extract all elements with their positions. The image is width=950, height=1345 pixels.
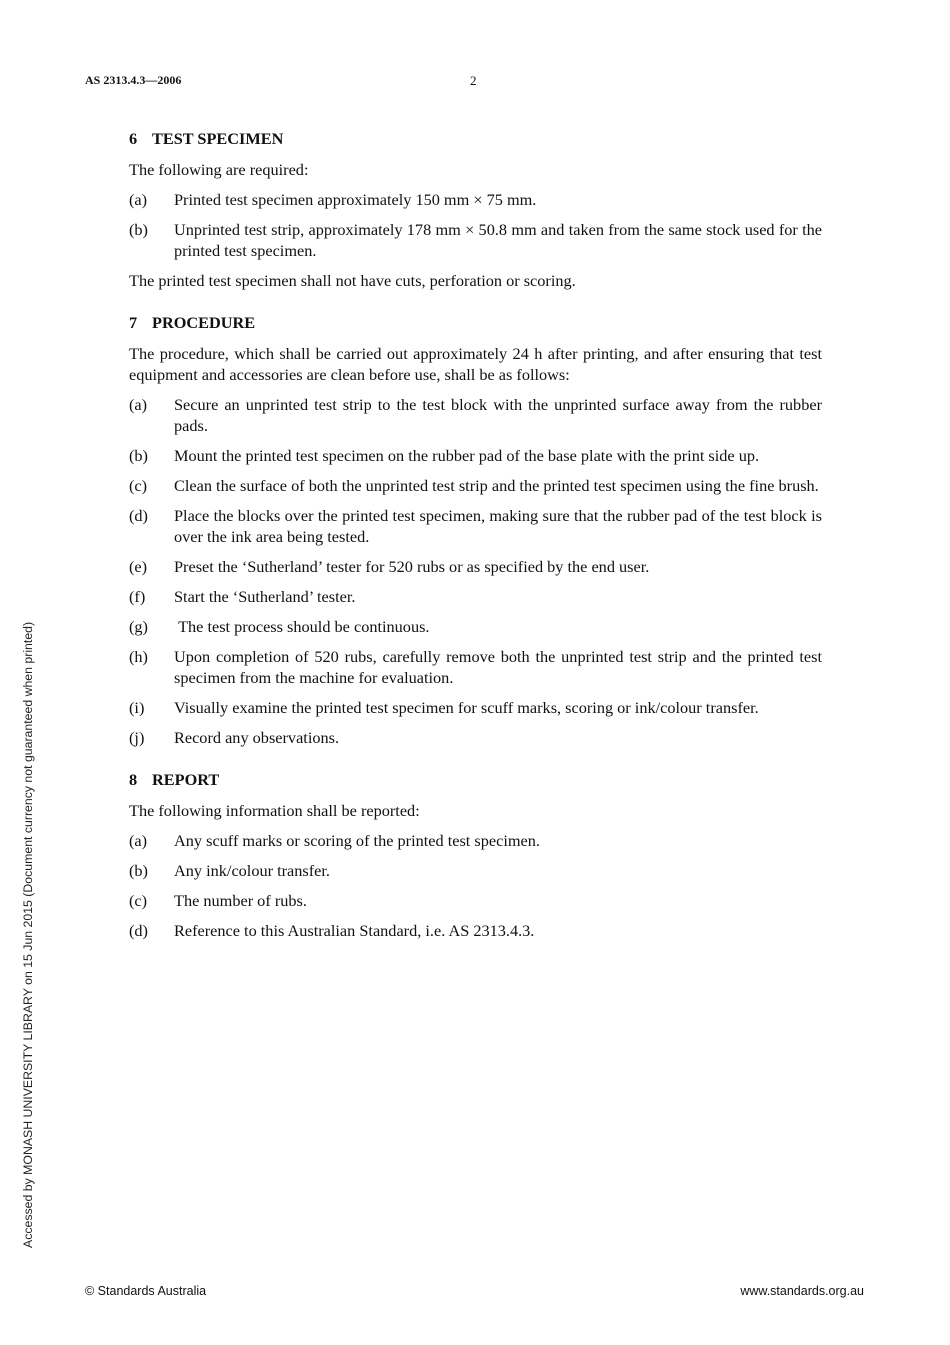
section-number: 7 <box>129 313 138 332</box>
section-8-intro: The following information shall be reported: <box>129 801 420 820</box>
list-item <box>129 890 822 911</box>
document-body <box>129 128 822 950</box>
list-label: (h) <box>129 647 148 666</box>
list-text: Upon completion of 520 rubs, carefully remove both the unprinted test strip and the printed test specimen from the machine for evaluation. <box>174 647 822 687</box>
list-item <box>129 646 822 688</box>
list-label: (i) <box>129 698 145 717</box>
list-text: Preset the ‘Sutherland’ tester for 520 rubs or as specified by the end user. <box>174 557 650 576</box>
list-text: The number of rubs. <box>174 891 307 910</box>
list-label: (c) <box>129 476 148 495</box>
section-6-intro: The following are required: <box>129 160 309 179</box>
list-label: (j) <box>129 728 145 747</box>
list-text: Start the ‘Sutherland’ tester. <box>174 587 356 606</box>
section-6-heading <box>129 128 822 149</box>
footer-website: www.standards.org.au <box>740 1284 864 1298</box>
list-text: Unprinted test strip, approximately 178 mm × 50.8 mm and taken from the same stock used for the printed test specimen. <box>174 220 822 260</box>
list-label: (d) <box>129 921 148 940</box>
section-title: REPORT <box>152 770 220 789</box>
list-text: Mount the printed test specimen on the rubber pad of the base plate with the print side up. <box>174 446 760 465</box>
list-label: (b) <box>129 861 148 880</box>
list-item <box>129 189 822 210</box>
section-7-heading <box>129 312 822 333</box>
list-item <box>129 505 822 547</box>
list-item <box>129 394 822 436</box>
section-8-heading <box>129 769 822 790</box>
list-label: (g) <box>129 617 148 636</box>
list-text: Any ink/colour transfer. <box>174 861 330 880</box>
list-item <box>129 556 822 577</box>
list-text: Reference to this Australian Standard, i.e. AS 2313.4.3. <box>174 921 535 940</box>
list-item <box>129 830 822 851</box>
section-6-outro: The printed test specimen shall not have cuts, perforation or scoring. <box>129 271 576 290</box>
list-text: Record any observations. <box>174 728 340 747</box>
list-item <box>129 219 822 261</box>
footer-copyright: © Standards Australia <box>85 1284 207 1298</box>
section-7-intro: The procedure, which shall be carried out approximately 24 h after printing, and after ensuring that test equipment and accessories are clean before use, shall be as follows: <box>129 344 822 384</box>
list-item <box>129 920 822 941</box>
list-label: (f) <box>129 587 146 606</box>
list-item <box>129 586 822 607</box>
document-id: AS 2313.4.3—2006 <box>85 73 182 87</box>
section-number: 8 <box>129 770 138 789</box>
list-text: The test process should be continuous. <box>174 617 430 636</box>
list-text: Clean the surface of both the unprinted test strip and the printed test specimen using the fine brush. <box>174 476 819 495</box>
list-text: Printed test specimen approximately 150 mm × 75 mm. <box>174 190 537 209</box>
section-number: 6 <box>129 129 138 148</box>
list-item <box>129 697 822 718</box>
list-label: (d) <box>129 506 148 525</box>
list-label: (a) <box>129 831 148 850</box>
access-watermark: Accessed by MONASH UNIVERSITY LIBRARY on 15 Jun 2015 (Document currency not guaranteed when printed) <box>21 621 35 1248</box>
page-number: 2 <box>470 73 477 88</box>
list-label: (b) <box>129 220 148 239</box>
list-text: Secure an unprinted test strip to the test block with the unprinted surface away from the rubber pads. <box>174 395 822 435</box>
list-label: (a) <box>129 190 148 209</box>
list-text: Any scuff marks or scoring of the printed test specimen. <box>174 831 540 850</box>
section-title: PROCEDURE <box>152 313 256 332</box>
list-label: (c) <box>129 891 148 910</box>
list-text: Visually examine the printed test specimen for scuff marks, scoring or ink/colour transfer. <box>174 698 759 717</box>
list-item <box>129 445 822 466</box>
list-item <box>129 475 822 496</box>
list-item <box>129 616 822 637</box>
section-title: TEST SPECIMEN <box>152 129 284 148</box>
list-text: Place the blocks over the printed test specimen, making sure that the rubber pad of the test block is over the ink area being tested. <box>174 506 822 546</box>
list-item <box>129 860 822 881</box>
list-item <box>129 727 822 748</box>
list-label: (a) <box>129 395 148 414</box>
list-label: (b) <box>129 446 148 465</box>
list-label: (e) <box>129 557 148 576</box>
